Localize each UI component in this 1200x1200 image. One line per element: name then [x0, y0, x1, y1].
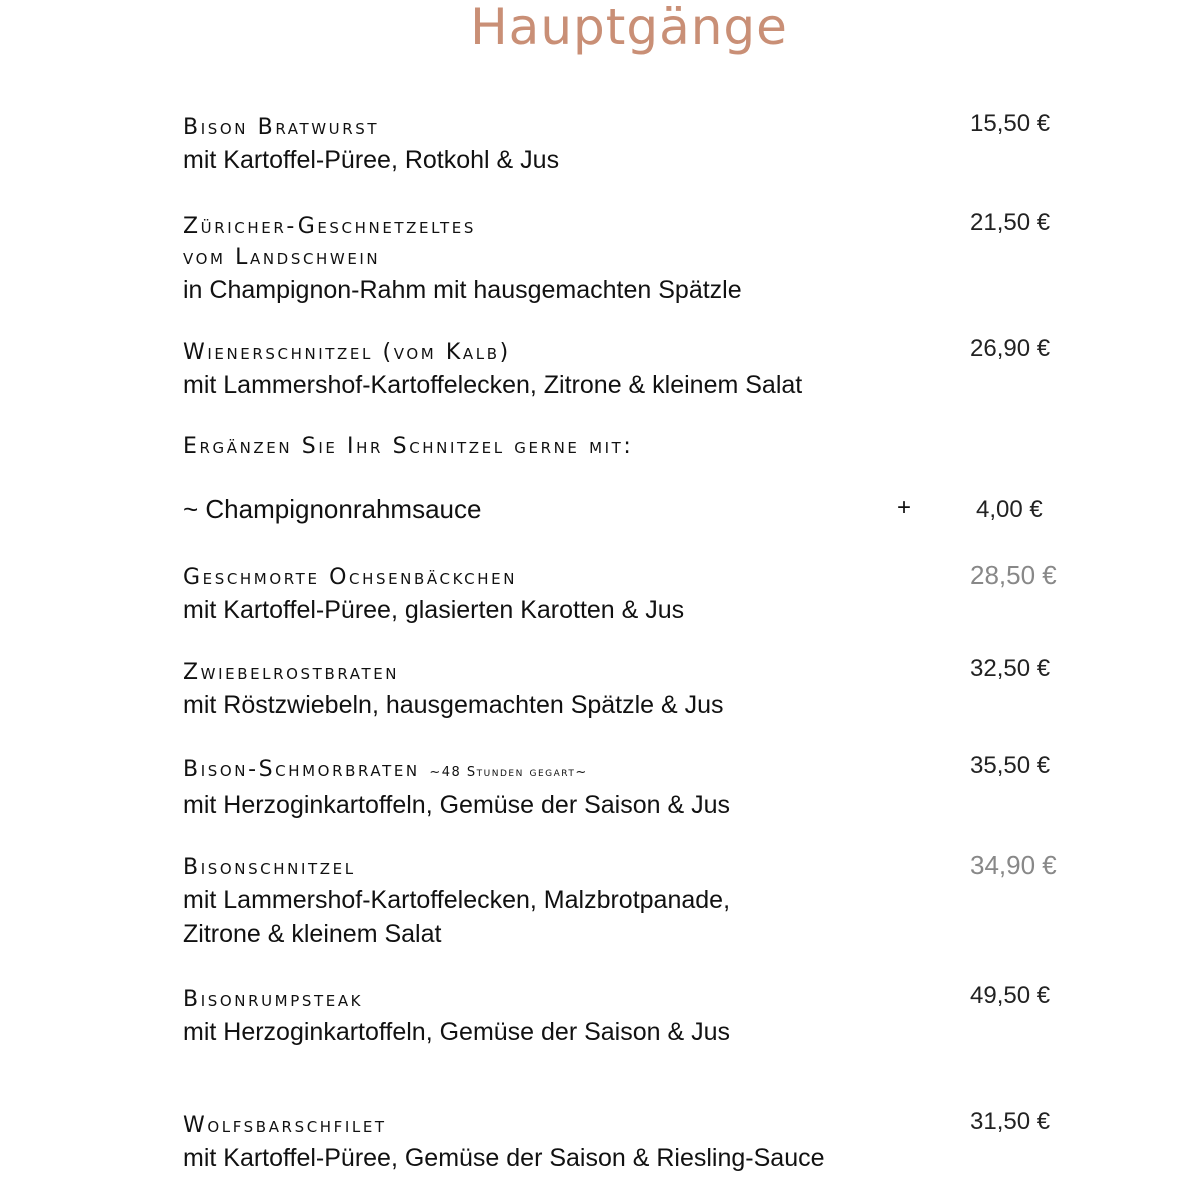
dish-name-text: Bison-Schmorbraten	[183, 757, 420, 782]
menu-item	[183, 984, 1073, 1049]
dish-price: 49,50 €	[970, 982, 1051, 1009]
dish-description: mit Lammershof-Kartoffelecken, Zitrone & kleinem Salat	[183, 371, 803, 399]
menu-item	[183, 112, 1073, 177]
dish-description: mit Herzoginkartoffeln, Gemüse der Saison & Jus	[183, 791, 731, 819]
dish-price: 31,50 €	[970, 1108, 1051, 1135]
dish-description: mit Kartoffel-Püree, Gemüse der Saison & Riesling-Sauce	[183, 1144, 825, 1172]
menu-item	[183, 337, 1073, 402]
dish-name: Züricher-Geschnetzeltes	[183, 214, 476, 239]
dish-description: mit Lammershof-Kartoffelecken, Malzbrotpanade,	[183, 886, 731, 914]
dish-price: 21,50 €	[970, 209, 1051, 236]
dish-name: Bisonschnitzel	[183, 855, 356, 880]
dish-price: 26,90 €	[970, 335, 1051, 362]
extra-plus-sign: +	[897, 494, 912, 521]
dish-price: 35,50 €	[970, 752, 1051, 779]
dish-note: ~48 Stunden gegart~	[429, 765, 588, 780]
dish-name: Zwiebelrostbraten	[183, 660, 400, 685]
dish-price: 28,50 €	[970, 560, 1057, 590]
dish-name: Bisonrumpsteak	[183, 987, 364, 1012]
dish-name	[183, 754, 1073, 788]
extra-option-row	[183, 494, 1073, 528]
dish-price: 15,50 €	[970, 110, 1051, 137]
menu-item	[183, 852, 1073, 951]
dish-price: 34,90 €	[970, 850, 1057, 880]
dish-name: Bison Bratwurst	[183, 115, 380, 140]
menu-item	[183, 211, 1073, 307]
page-title: Hauptgänge	[470, 0, 788, 56]
menu-item	[183, 562, 1073, 627]
dish-name: Wolfsbarschfilet	[183, 1113, 387, 1138]
dish-price: 32,50 €	[970, 655, 1051, 682]
dish-name: Geschmorte Ochsenbäckchen	[183, 565, 518, 590]
menu-item	[183, 1110, 1073, 1175]
menu-item	[183, 754, 1073, 822]
dish-description: mit Röstzwiebeln, hausgemachten Spätzle & Jus	[183, 691, 724, 719]
menu-item	[183, 657, 1073, 722]
extra-option-label: ~ Champignonrahmsauce	[183, 494, 482, 524]
dish-name: Wienerschnitzel (vom Kalb)	[183, 340, 511, 365]
dish-subname: vom Landschwein	[183, 245, 381, 270]
extras-heading: Ergänzen Sie Ihr Schnitzel gerne mit:	[183, 434, 634, 459]
dish-description-line2: Zitrone & kleinem Salat	[183, 920, 442, 948]
dish-description: mit Kartoffel-Püree, Rotkohl & Jus	[183, 146, 560, 174]
dish-description: mit Kartoffel-Püree, glasierten Karotten & Jus	[183, 596, 685, 624]
dish-description: mit Herzoginkartoffeln, Gemüse der Saison & Jus	[183, 1018, 731, 1046]
extra-option-price: 4,00 €	[976, 496, 1043, 523]
dish-description: in Champignon-Rahm mit hausgemachten Spätzle	[183, 276, 742, 304]
